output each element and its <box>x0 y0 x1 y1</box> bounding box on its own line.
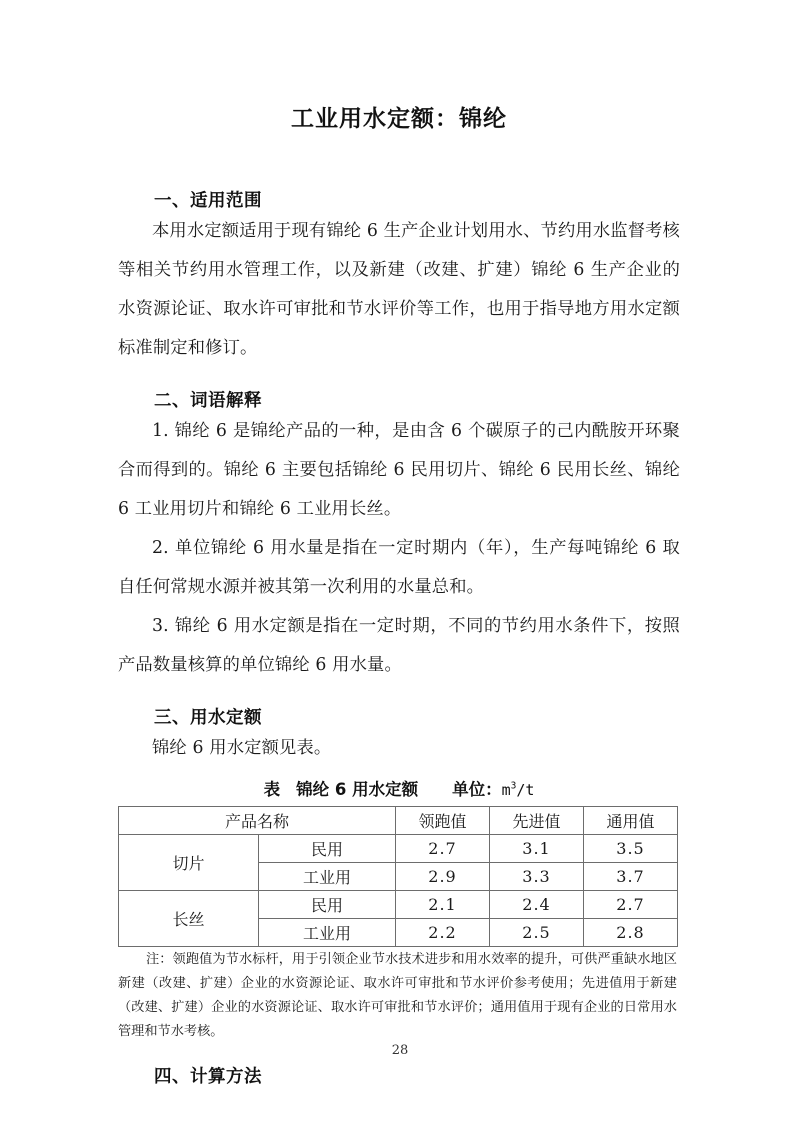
water-quota-table <box>118 806 678 947</box>
page-number: 28 <box>391 1043 409 1058</box>
table-caption-unit-superscript: 3 <box>510 780 517 792</box>
section-heading-method: 四、计算方法 <box>154 1067 262 1087</box>
section-heading-terms: 二、词语解释 <box>154 391 262 411</box>
table-note: 注：领跑值为节水标杆，用于引领企业节水技术进步和用水效率的提升，可供严重缺水地区新建（改建、扩建）企业的水资源论证、取水许可审批和节水评价参考使用；先进值用于新建（改建、扩建）企业的水资源论证、取水许可审批和节水评价；通用值用于现有企业的日常用水管理和节水考核。 <box>118 952 677 1039</box>
table-cell-group-filament: 长丝 <box>119 891 259 947</box>
section-heading-scope: 一、适用范围 <box>154 191 262 211</box>
table-cell-value: 3.1 <box>490 835 584 863</box>
table-cell-value: 2.4 <box>490 891 584 919</box>
table-header-product-name: 产品名称 <box>119 807 396 835</box>
table-cell-value: 2.5 <box>490 919 584 947</box>
table-cell-value: 2.2 <box>396 919 490 947</box>
paragraph-term-3: 3. 锦纶 6 用水定额是指在一定时期，不同的节约用水条件下，按照产品数量核算的单位锦纶 6 用水量。 <box>118 616 680 675</box>
table-header-row <box>119 807 678 835</box>
table-cell-type: 工业用 <box>259 919 396 947</box>
table-caption-unit-value: m <box>501 781 511 799</box>
table-cell-value: 3.7 <box>584 863 678 891</box>
table-caption <box>118 776 680 800</box>
table-cell-value: 2.9 <box>396 863 490 891</box>
table-caption-title: 锦纶 6 用水定额 <box>296 780 419 799</box>
table-cell-value: 2.7 <box>584 891 678 919</box>
table-row <box>119 835 678 863</box>
table-cell-group-chips: 切片 <box>119 835 259 891</box>
section-heading-quota: 三、用水定额 <box>154 708 262 728</box>
table-header-advanced-value: 先进值 <box>490 807 584 835</box>
table-header-general-value: 通用值 <box>584 807 678 835</box>
table-cell-type: 民用 <box>259 835 396 863</box>
page-title: 工业用水定额：锦纶 <box>291 106 507 132</box>
table-caption-unit-denominator: /t <box>516 781 535 799</box>
table-caption-label: 表 <box>263 780 281 799</box>
table-cell-value: 2.1 <box>396 891 490 919</box>
table-cell-value: 2.7 <box>396 835 490 863</box>
paragraph-scope: 本用水定额适用于现有锦纶 6 生产企业计划用水、节约用水监督考核等相关节约用水管理工作，以及新建（改建、扩建）锦纶 6 生产企业的水资源论证、取水许可审批和节水评价等工作，也用于指导地方用水定额标准制定和修订。 <box>118 221 680 358</box>
paragraph-quota-lead: 锦纶 6 用水定额见表。 <box>152 738 332 758</box>
table-cell-value: 2.8 <box>584 919 678 947</box>
table-row <box>119 891 678 919</box>
paragraph-term-2: 2. 单位锦纶 6 用水量是指在一定时期内（年），生产每吨锦纶 6 取自任何常规水源并被其第一次利用的水量总和。 <box>118 538 680 597</box>
table-cell-type: 民用 <box>259 891 396 919</box>
table-cell-value: 3.3 <box>490 863 584 891</box>
paragraph-term-1: 1. 锦纶 6 是锦纶产品的一种，是由含 6 个碳原子的己内酰胺开环聚合而得到的。锦纶 6 主要包括锦纶 6 民用切片、锦纶 6 民用长丝、锦纶 6 工业用切片和锦纶 6 工业用长丝。 <box>118 421 680 519</box>
table-cell-value: 3.5 <box>584 835 678 863</box>
table-header-leader-value: 领跑值 <box>396 807 490 835</box>
page-content <box>118 0 680 1088</box>
table-cell-type: 工业用 <box>259 863 396 891</box>
table-caption-unit-label: 单位： <box>452 780 502 799</box>
